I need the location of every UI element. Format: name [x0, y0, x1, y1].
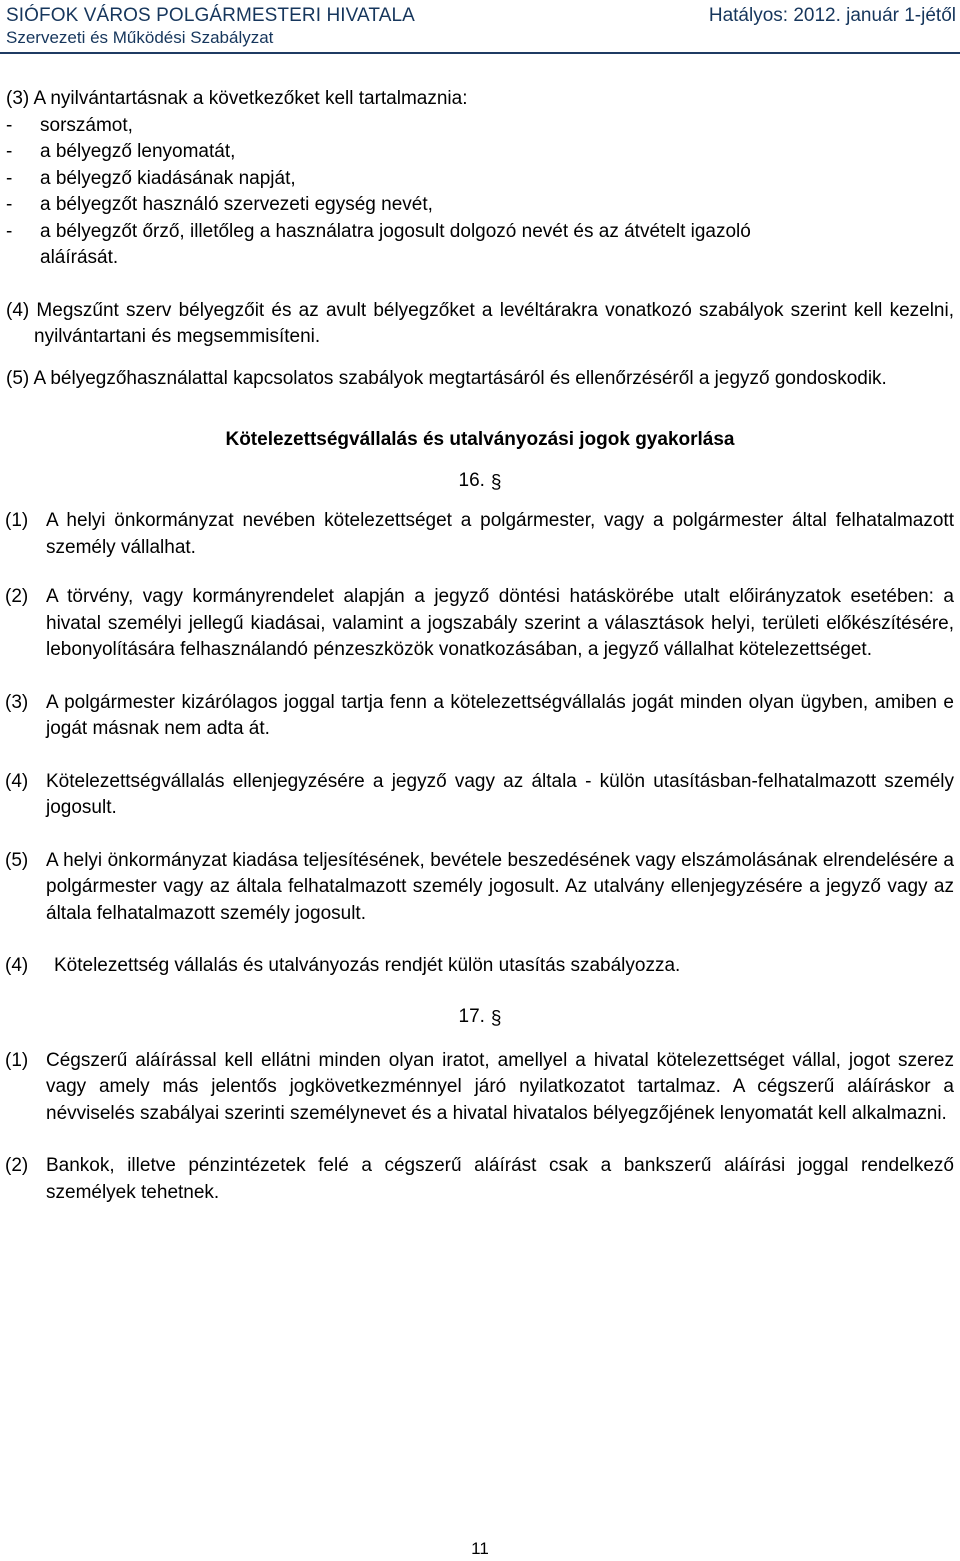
paragraph-sign-icon: § — [490, 1007, 502, 1029]
paragraph-number: (1) — [5, 510, 29, 531]
s16-paragraph-6 — [0, 953, 960, 980]
section-heading: Kötelezettségvállalás és utalványozási jogok gyakorlása — [225, 429, 735, 450]
list-dash: - — [6, 194, 13, 215]
paragraph-text: A törvény, vagy kormányrendelet alapján a jegyző döntési hatáskörébe utalt előirányzatok esetében: a hivatal személyi jellegű kiadásai, valamint a jogszabály szerint a választások helyi, területi előkészítésére, lebonyolítására felhasználandó pénzeszközök vonatkozásában, a jegyző vállalhat kötelezettséget. — [46, 586, 954, 660]
section-17-label: 17. — [458, 1005, 485, 1027]
list-dash: - — [6, 141, 13, 162]
page-header — [0, 0, 960, 52]
paragraph-number: (3) — [5, 691, 29, 713]
paragraph-number: (5) — [5, 849, 29, 871]
header-title: SIÓFOK VÁROS POLGÁRMESTERI HIVATALA — [6, 5, 415, 26]
page-number: 11 — [471, 1539, 489, 1558]
list-item — [0, 139, 960, 166]
s16-paragraph-5 — [0, 848, 960, 928]
s16-paragraph-2 — [0, 584, 960, 664]
list-item — [0, 219, 960, 246]
list-item-text: a bélyegzőt használó szervezeti egység nevét, — [40, 194, 433, 215]
paragraph-sign-icon: § — [490, 472, 502, 493]
paragraph-text: A helyi önkormányzat nevében kötelezettséget a polgármester, vagy a polgármester által felhatalmazott személy vállalhat. — [46, 510, 954, 558]
list-item — [0, 113, 960, 140]
list-item-text: a bélyegző kiadásának napját, — [40, 167, 296, 189]
paragraph-4: (4) Megszűnt szerv bélyegzőit és az avult bélyegzőket a levéltárakra vonatkozó szabályok szerint kell kezelni, nyilvántartani és megsemmisíteni. — [6, 299, 954, 347]
s16-paragraph-1 — [0, 508, 960, 561]
header-subtitle: Szervezeti és Működési Szabályzat — [6, 28, 274, 47]
s16-paragraph-3 — [0, 690, 960, 743]
paragraph-number: (4) — [5, 955, 29, 976]
list-dash: - — [6, 220, 13, 242]
section-16-label: 16. — [458, 470, 485, 491]
paragraph-number: (1) — [5, 1049, 29, 1071]
paragraph-number: (2) — [5, 1155, 29, 1176]
list-item-text: sorszámot, — [40, 114, 133, 136]
list-item — [0, 166, 960, 193]
paragraph-number: (4) — [5, 770, 29, 792]
section-17-number — [0, 1004, 960, 1030]
header-effective-date: Hatályos: 2012. január 1-jétől — [708, 5, 956, 26]
paragraph-text: A polgármester kizárólagos joggal tartja fenn a kötelezettségvállalás jogát minden olyan ügyben, amiben e jogát másnak nem adta át. — [46, 691, 954, 739]
paragraph-text: A helyi önkormányzat kiadása teljesítésének, bevétele beszedésének vagy elszámolásának elrendelésére a polgármester vagy az általa felhatalmazott személy jogosult. Az utalvány ellenjegyzésére a jegyző vagy az általa felhatalmazott személy jogosult. — [46, 849, 954, 924]
s17-paragraph-1 — [0, 1048, 960, 1128]
register-intro: (3) A nyilvántartásnak a következőket kell tartalmaznia: — [6, 88, 468, 109]
paragraph-text: Kötelezettségvállalás ellenjegyzésére a jegyző vagy az általa - külön utasításban-felhatalmazott személy jogosult. — [46, 770, 954, 818]
list-item-text: a bélyegző lenyomatát, — [40, 141, 236, 162]
list-item-text: a bélyegzőt őrző, illetőleg a használatra jogosult dolgozó nevét és az átvételt igazoló — [40, 220, 751, 242]
section-16-number — [0, 468, 960, 494]
list-dash: - — [6, 114, 13, 136]
paragraph-text: Bankok, illetve pénzintézetek felé a cégszerű aláírást csak a bankszerű aláírási joggal rendelkező személyek tehetnek. — [46, 1155, 954, 1203]
header-left — [6, 4, 415, 49]
s16-paragraph-4 — [0, 769, 960, 822]
s17-paragraph-2 — [0, 1153, 960, 1206]
list-item — [0, 192, 960, 219]
paragraph-text: Cégszerű aláírással kell ellátni minden olyan iratot, amellyel a hivatal kötelezettséget vállal, jogot szerez vagy amely más jelentős jogkövetkezménnyel járó nyilatkozatot tartalmaz. A cégszerű aláíráskor a névviselés szabályai szerinti személynevet és a hivatal hivatalos bélyegzőjének lenyomatát kell alkalmazni. — [46, 1049, 954, 1124]
document-body — [0, 86, 960, 1206]
header-rule — [0, 52, 960, 54]
paragraph-5: (5) A bélyegzőhasználattal kapcsolatos szabályok megtartásáról és ellenőrzéséről a jegyző gondoskodik. — [6, 367, 887, 389]
paragraph-number: (2) — [5, 586, 29, 607]
list-item-continuation: aláírását. — [40, 247, 119, 268]
list-dash: - — [6, 167, 13, 189]
paragraph-text: Kötelezettség vállalás és utalványozás rendjét külön utasítás szabályozza. — [54, 955, 681, 976]
